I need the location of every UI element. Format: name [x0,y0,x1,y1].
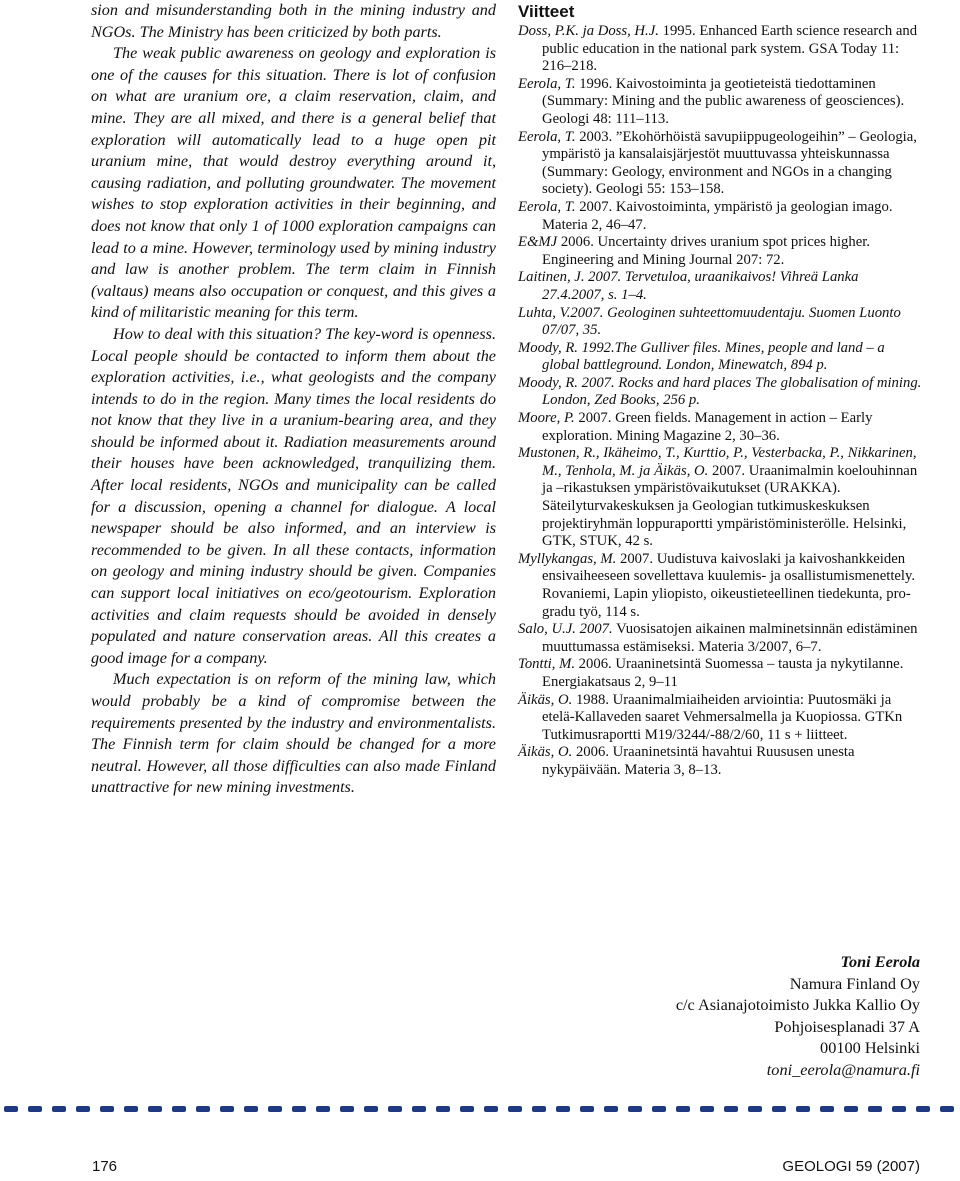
reference-text: 1996. Kaivostoiminta ja geotieteistä tiedottaminen (Summary: Mining and the public awareness of geosciences). Geologi 48: 111–113. [542,75,905,127]
divider-dash [676,1106,690,1112]
reference-item [518,551,922,621]
page-number: 176 [92,1158,118,1175]
divider-dash [28,1106,42,1112]
author-city: 00100 Helsinki [820,1038,920,1058]
reference-text: 2006. Uncertainty drives uranium spot prices higher. Engineering and Mining Journal 207: 72. [542,234,871,268]
divider-dash [796,1106,810,1112]
dashed-divider [0,1104,960,1114]
divider-dash [412,1106,426,1112]
divider-dash [820,1106,834,1112]
references-section [518,0,922,780]
divider-dash [220,1106,234,1112]
divider-dash [292,1106,306,1112]
reference-item [518,621,922,656]
divider-dash [388,1106,402,1112]
author-street: Pohjoisesplanadi 37 A [774,1016,920,1036]
author-signature [676,951,920,1081]
reference-author: Äikäs, O. [518,691,573,708]
reference-item [518,744,922,779]
reference-author: Laitinen, J. 2007. Tervetuloa, uraanikaivos! Vihreä Lanka 27.4.2007, s. 1–4. [518,269,859,303]
reference-item [518,23,922,76]
divider-dash [724,1106,738,1112]
reference-item [518,76,922,129]
article-body [91,0,496,799]
divider-dash [700,1106,714,1112]
author-name: Toni Eerola [840,952,920,971]
reference-author: Luhta, V.2007. Geologinen suhteettomuudentaju. Suomen Luonto 07/07, 35. [518,304,901,339]
reference-item [518,199,922,234]
divider-dash [532,1106,546,1112]
divider-dash [268,1106,282,1112]
divider-dash [556,1106,570,1112]
reference-author: Eerola, T. [518,128,576,145]
divider-dash [4,1106,18,1112]
reference-author: Tontti, M. [518,656,575,673]
divider-dash [940,1106,954,1112]
divider-dash [436,1106,450,1112]
reference-item [518,340,922,375]
divider-dash [844,1106,858,1112]
reference-item [518,656,922,691]
divider-dash [52,1106,66,1112]
divider-dash [316,1106,330,1112]
divider-dash [340,1106,354,1112]
reference-text: 2007. Green fields. Management in action – Early exploration. Mining Magazine 2, 30–36. [542,410,873,444]
divider-dash [772,1106,786,1112]
author-care-of: c/c Asianajotoimisto Jukka Kallio Oy [675,995,920,1015]
references-list [518,23,922,780]
reference-text: 2007. Uudistuva kaivoslaki ja kaivoshankkeiden ensivaiheeseen sovellettava kuulemis- ja osallistumismenettely. Rovaniemi, Lapin yliopisto, oikeustieteellinen tiedekunta, pro-gradu työ, 114 s. [542,550,916,620]
paragraph-4: Much expectation is on reform of the mining law, which would probably be a kind of compromise between the requirements presented by the industry and environmentalists. The Finnish term for claim should be changed for a more neutral. However, all those difficulties can also made Finland unattractive for new mining investments. [91,670,496,797]
reference-item [518,375,922,410]
divider-dash [148,1106,162,1112]
divider-dash [244,1106,258,1112]
paragraph-3: How to deal with this situation? The key-word is openness. Local people should be contacted to inform them about the exploration activities, i.e., what geologists and the company intends to do in the region. Many times the local residents do not know that they live in a uranium-bearing area, and they should be informed about it. Radiation measurements around their houses have been acknowledged, tranquilizing them. After local residents, NGOs and municipality can be called for a discussion, opening a channel for dialogue. A local newspaper should be also informed, and an interview is recommended to be given. In all these contacts, information on geology and mining industry should be given. Companies can support local initiatives on eco/geotourism. Exploration activities and claim requests should be avoided in densely populated and nature conservation areas. All this creates a good image for a company. [91,324,496,667]
divider-dash [196,1106,210,1112]
divider-dash [100,1106,114,1112]
divider-dash [916,1106,930,1112]
divider-dash [508,1106,522,1112]
divider-dash [892,1106,906,1112]
reference-author: Moody, R. 2007. Rocks and hard places The globalisation of mining. London, Zed Books, 256 p. [518,374,922,409]
journal-footer: GEOLOGI 59 (2007) [782,1158,920,1175]
reference-text: 2007. Uraanimalmin koelouhinnan ja –rikastuksen ympäristövaikutukset (URAKKA). Säteilyturvakeskuksen ja Geologian tutkimuskeskuksen projektiryhmän loppuraportti ympäristöministerölle. Helsinki, GTK, STUK, 42 s. [542,462,918,550]
reference-author: Moore, P. [518,410,575,427]
reference-author: Myllykangas, M. [518,550,617,567]
author-email[interactable]: toni_eerola@namura.fi [766,1059,920,1079]
reference-item [518,692,922,745]
reference-author: Doss, P.K. ja Doss, H.J. [518,23,659,39]
reference-author: Moody, R. 1992.The Gulliver files. Mines, people and land – a global battleground. London, Minewatch, 894 p. [518,339,885,374]
reference-text: 2007. Kaivostoiminta, ympäristö ja geologian imago. Materia 2, 46–47. [542,198,893,233]
reference-author: E&MJ [518,234,558,251]
divider-dash [124,1106,138,1112]
reference-author: Salo, U.J. 2007. [518,621,613,638]
reference-text: 1988. Uraanimalmiaiheiden arviointia: Puutosmäki ja etelä-Kallaveden saaret Vehmersalmella ja Kuopiossa. GTKn Tutkimusraportti M19/3244/-88/2/60, 11 s + liitteet. [542,691,903,743]
reference-text: Vuosisatojen aikainen malminetsinnän edistäminen muuttumassa estämiseksi. Materia 3/2007, 6–7. [542,621,918,655]
reference-item [518,129,922,199]
divider-dash [76,1106,90,1112]
reference-author: Eerola, T. [518,198,576,215]
divider-dash [172,1106,186,1112]
divider-dash [748,1106,762,1112]
divider-dash [580,1106,594,1112]
author-company: Namura Finland Oy [789,973,920,993]
reference-item [518,305,922,340]
reference-item [518,269,922,304]
divider-dash [364,1106,378,1112]
reference-text: 2006. Uraaninetsintä Suomessa – tausta ja nykytilanne. Energiakatsaus 2, 9–11 [542,656,904,690]
reference-item [518,445,922,551]
divider-dash [604,1106,618,1112]
reference-item [518,410,922,445]
paragraph-1: sion and misunderstanding both in the mining industry and NGOs. The Ministry has been criticized by both parts. [91,1,496,41]
reference-author: Äikäs, O. [518,744,573,761]
references-heading: Viitteet [518,2,575,21]
divider-dash [868,1106,882,1112]
divider-dash [628,1106,642,1112]
divider-dash [460,1106,474,1112]
paragraph-2: The weak public awareness on geology and exploration is one of the causes for this situation. There is lot of confusion on what are uranium ore, a claim reservation, claim, and mine. They are all mixed, and there is a general belief that exploration will automatically lead to a huge open pit uranium mine, that would destroy everything around it, causing radiation, and polluting groundwater. The movement wishes to stop exploration activities in their beginning, and does not know that only 1 of 1000 exploration campaigns can lead to a mine. However, terminology used by mining industry and law is another problem. The term claim in Finnish (valtaus) means also occupation or conquest, and this gives a kind of militaristic meaning for this term. [91,44,496,322]
divider-dash [484,1106,498,1112]
reference-item [518,234,922,269]
reference-author: Mustonen, R., Ikäheimo, T., Kurttio, P., Vesterbacka, P., Nikkarinen, M., Tenhola, M. ja Äikäs, O. [518,445,917,479]
reference-author: Eerola, T. [518,75,576,92]
divider-dash [652,1106,666,1112]
reference-text: 2003. ”Ekohörhöistä savupiippugeologeihin” – Geologia, ympäristö ja kansalaisjärjestöt muuttuvassa yhteiskunnassa (Summary: Geology, environment and NGOs in a changing society). Geologi 55: 153–158. [542,128,917,198]
reference-text: 1995. Enhanced Earth science research and public education in the national park system. GSA Today 11: 216–218. [542,23,918,75]
reference-text: 2006. Uraaninetsintä havahtui Ruususen unesta nykypäivään. Materia 3, 8–13. [542,744,855,778]
